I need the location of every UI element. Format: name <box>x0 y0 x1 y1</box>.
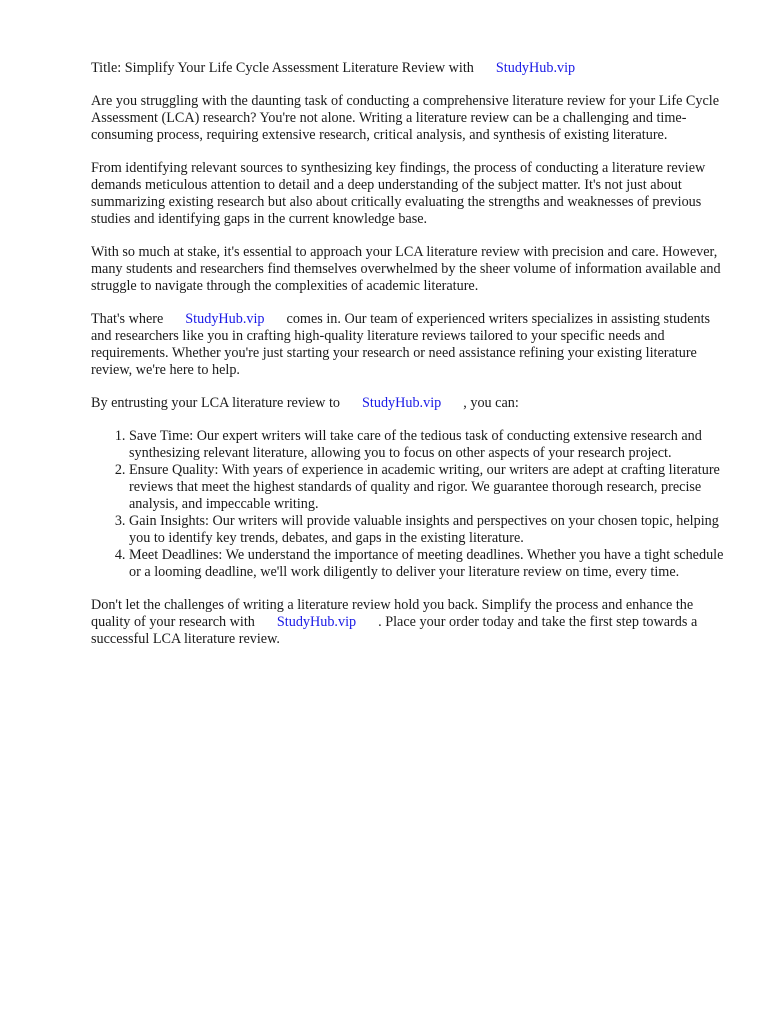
title-text: Title: Simplify Your Life Cycle Assessment Literature Review with <box>91 60 474 76</box>
service-suffix: comes in. Our team of experienced writers specializes in assisting students and researchers like you in crafting high-quality literature reviews tailored to your specific needs and requirements. Whether you're just starting your research or need assistance refining your existing literature review, we're here to help. <box>91 311 711 378</box>
service-paragraph <box>91 311 731 379</box>
process-paragraph: From identifying relevant sources to synthesizing key findings, the process of conducting a literature review demands meticulous attention to detail and a deep understanding of the subject matter. It's not just about summarizing existing research but also about critically evaluating the strengths and weaknesses of previous studies and identifying gaps in the current knowledge base. <box>91 160 706 227</box>
document-page <box>91 60 731 664</box>
entrust-prefix: By entrusting your LCA literature review to <box>91 395 341 411</box>
studyhub-link-title[interactable]: StudyHub.vip <box>495 60 576 76</box>
list-item: 1. Save Time: Our expert writers will take care of the tedious task of conducting extensive research and synthesizing relevant literature, allowing you to focus on other aspects of your research project. <box>129 428 731 462</box>
stakes-paragraph: With so much at stake, it's essential to approach your LCA literature review with precision and care. However, many students and researchers find themselves overwhelmed by the sheer volume of information available and struggle to navigate through the complexities of academic literature. <box>91 244 721 294</box>
studyhub-link-entrust[interactable]: StudyHub.vip <box>362 395 442 411</box>
studyhub-link-closing[interactable]: StudyHub.vip <box>276 614 357 630</box>
list-item: 3. Gain Insights: Our writers will provide valuable insights and perspectives on your chosen topic, helping you to identify key trends, debates, and gaps in the existing literature. <box>129 513 731 547</box>
intro-paragraph: Are you struggling with the daunting task of conducting a comprehensive literature review for your Life Cycle Assessment (LCA) research? You're not alone. Writing a literature review can be a challenging and time-consuming process, requiring extensive research, critical analysis, and synthesis of existing literature. <box>91 93 720 143</box>
closing-prefix: Don't let the challenges of writing a literature review hold you back. Simplify the process and enhance the quality of your research with <box>91 597 694 630</box>
benefits-list <box>91 428 731 581</box>
closing-suffix: . Place your order today and take the first step towards a successful LCA literature review. <box>91 614 698 647</box>
list-item: 2. Ensure Quality: With years of experience in academic writing, our writers are adept at crafting literature reviews that meet the highest standards of quality and rigor. We guarantee thorough research, precise analysis, and impeccable writing. <box>129 462 731 513</box>
document-title <box>91 60 731 77</box>
closing-paragraph <box>91 597 731 648</box>
entrust-suffix: , you can: <box>463 395 519 411</box>
studyhub-link-service[interactable]: StudyHub.vip <box>185 311 265 327</box>
list-item: 4. Meet Deadlines: We understand the importance of meeting deadlines. Whether you have a tight schedule or a looming deadline, we'll work diligently to deliver your literature review on time, every time. <box>129 547 731 581</box>
entrust-paragraph <box>91 395 731 412</box>
service-prefix: That's where <box>91 311 164 327</box>
